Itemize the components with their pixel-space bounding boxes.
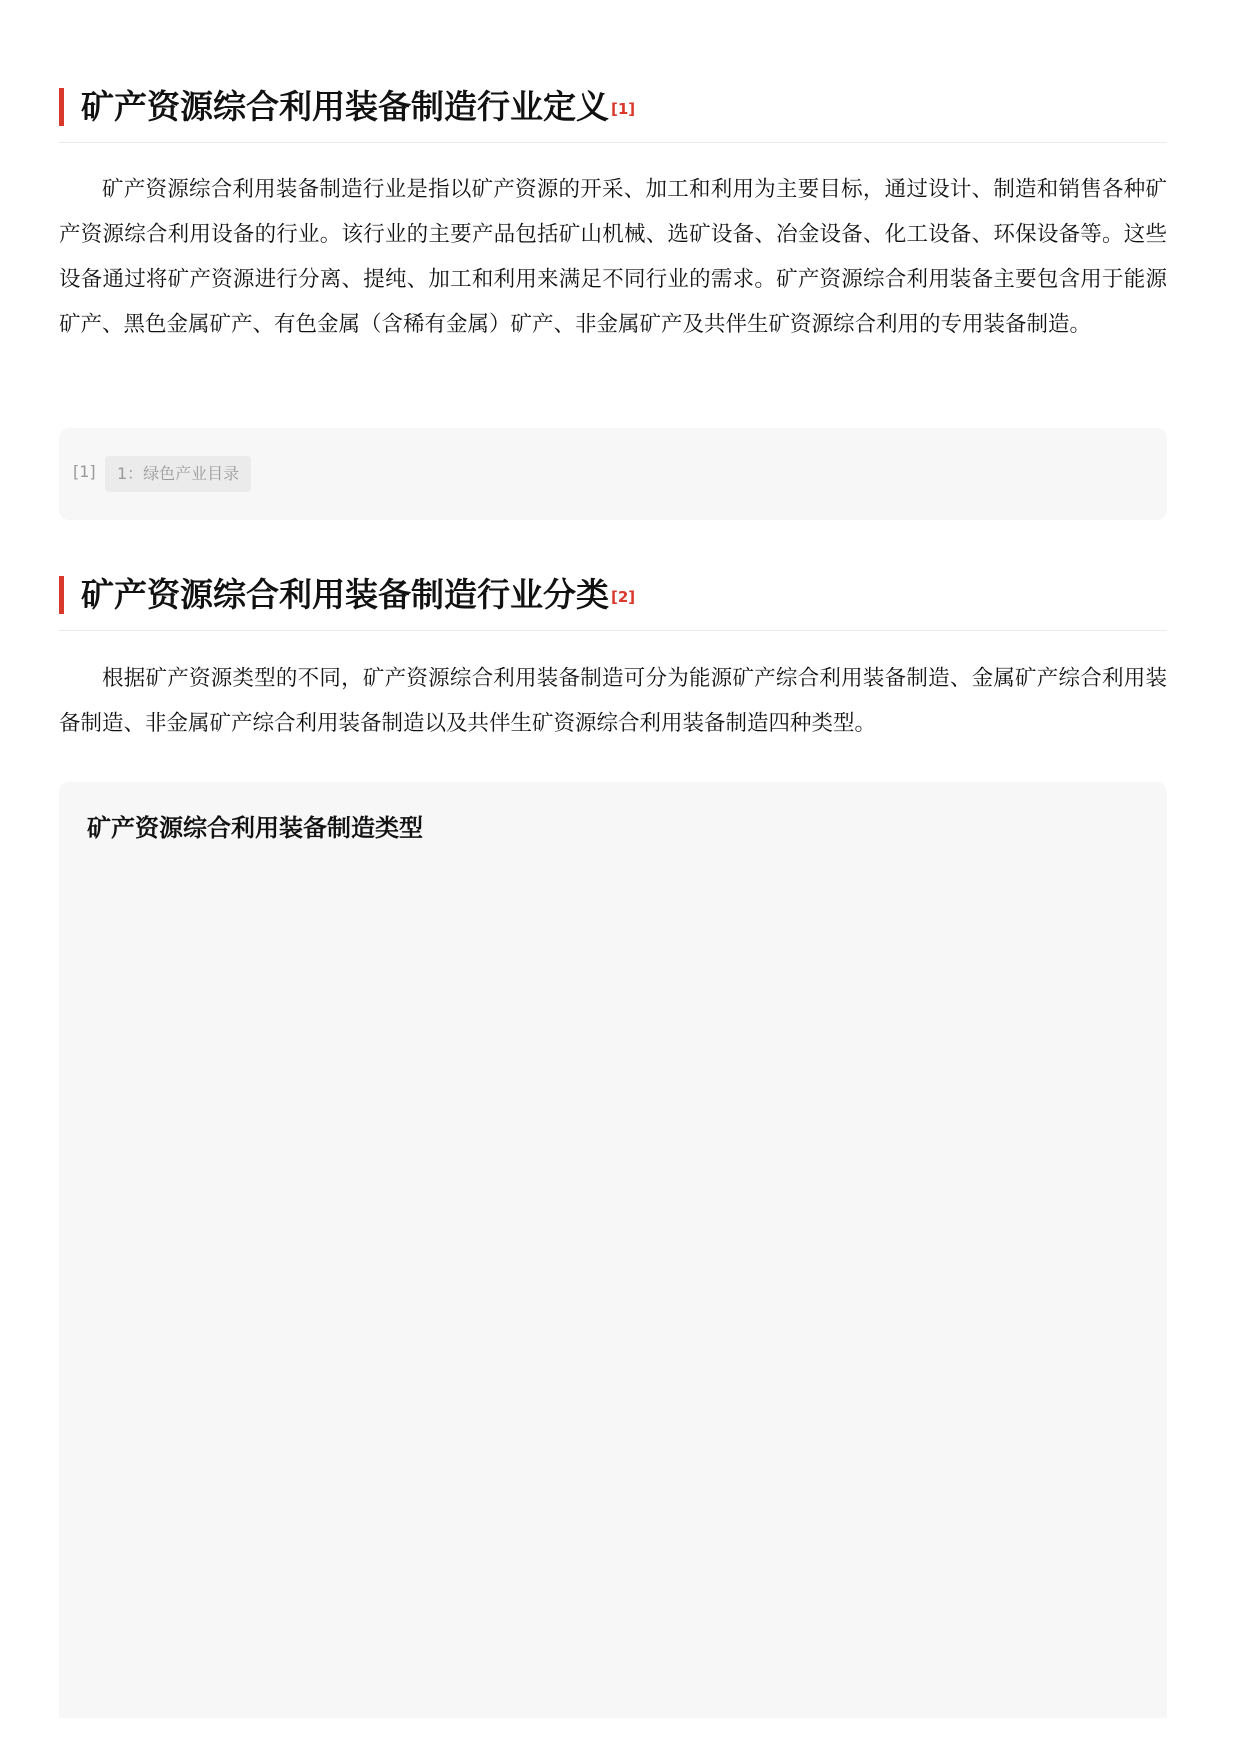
reference-marker[interactable]: [2]: [611, 588, 636, 606]
section-heading-definition: [59, 86, 1167, 143]
reference-marker[interactable]: [1]: [611, 100, 636, 118]
reference-link-chip[interactable]: 1：绿色产业目录: [105, 456, 251, 492]
classification-paragraph: 根据矿产资源类型的不同，矿产资源综合利用装备制造可分为能源矿产综合利用装备制造、金属矿产综合利用装备制造、非金属矿产综合利用装备制造以及共伴生矿资源综合利用装备制造四种类型。: [59, 666, 1167, 736]
heading-accent-bar: [59, 88, 64, 126]
definition-paragraph: 矿产资源综合利用装备制造行业是指以矿产资源的开采、加工和利用为主要目标，通过设计、制造和销售各种矿产资源综合利用设备的行业。该行业的主要产品包括矿山机械、选矿设备、冶金设备、化工设备、环保设备等。这些设备通过将矿产资源进行分离、提纯、加工和利用来满足不同行业的需求。矿产资源综合利用装备主要包含用于能源矿产、黑色金属矿产、有色金属（含稀有金属）矿产、非金属矿产及共伴生矿资源综合利用的专用装备制造。: [59, 177, 1167, 337]
section-title: [81, 574, 635, 616]
section-title: [81, 86, 635, 128]
reference-number: [1]: [73, 462, 96, 481]
figure-title: 矿产资源综合利用装备制造类型: [87, 814, 423, 842]
section-heading-classification: [59, 574, 1167, 631]
section-title-text: 矿产资源综合利用装备制造行业定义: [81, 87, 609, 126]
heading-accent-bar: [59, 576, 64, 614]
section-title-text: 矿产资源综合利用装备制造行业分类: [81, 575, 609, 614]
figure-panel: [59, 782, 1167, 1718]
reference-box: [59, 428, 1167, 520]
